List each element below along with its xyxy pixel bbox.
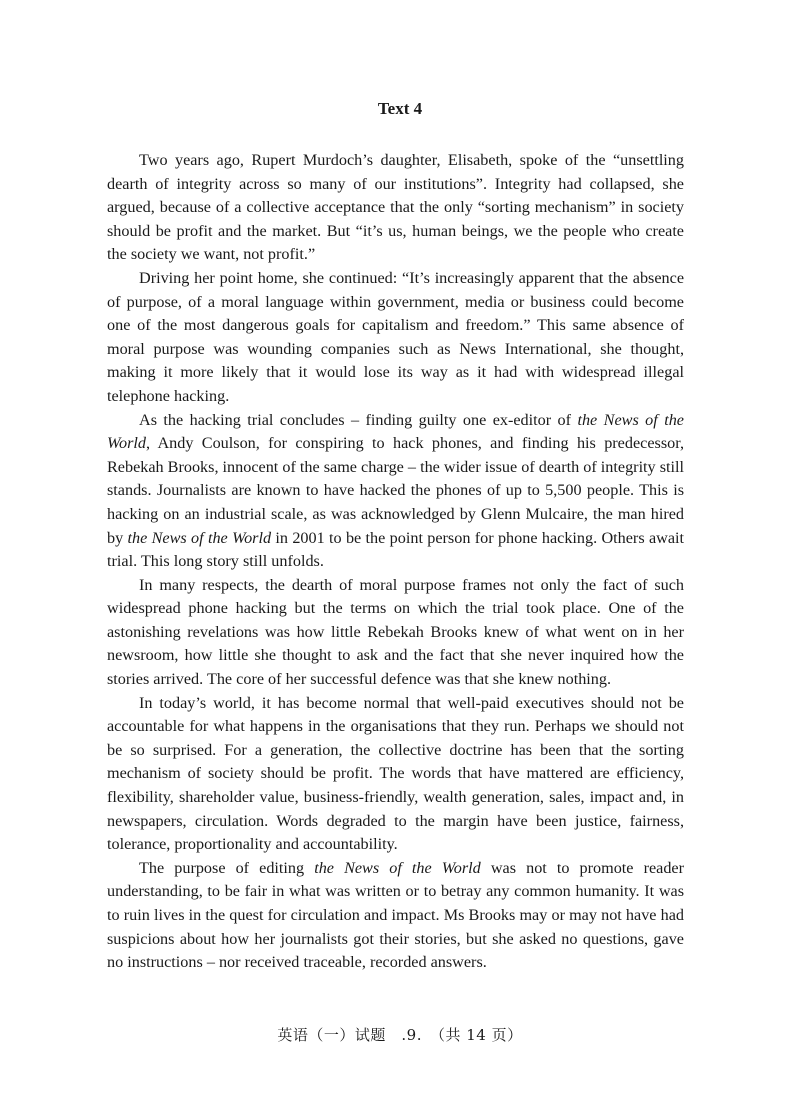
newspaper-title: the News of the World (314, 858, 481, 877)
page-title: Text 4 (377, 99, 423, 118)
paragraph-4: In many respects, the dearth of moral purpose frames not only the fact of such widespread phone hacking but the terms on which the trial took place. One of the astonishing revelations was how little Rebekah Brooks knew of what went on in her newsroom, how little she thought to ask and the fact that she never inquired how the stories arrived. The core of her successful defence was that she knew nothing. (107, 575, 684, 689)
paragraph-1: Two years ago, Rupert Murdoch’s daughter, Elisabeth, spoke of the “unsettling dearth of integrity across so many of our institutions”. Integrity had collapsed, she argued, because of a collective acceptance that the only “sorting mechanism” in society should be profit and the market. But “it’s us, human beings, we the people who create the society we want, not profit.” (107, 151, 684, 264)
newspaper-title: the News of the World (107, 410, 684, 453)
paragraph-5: In today’s world, it has become normal that well-paid executives should not be accountable for what happens in the organisations that they run. Perhaps we should not be so surprised. For a generation, the collective doctrine has been that the sorting mechanism of society should be profit. The words that have mattered are efficiency, flexibility, shareholder value, business-friendly, wealth generation, sales, impact and, in newspapers, circulation. Words degraded to the margin have been justice, fairness, tolerance, proportionality and accountability. (107, 693, 684, 854)
page-footer: 英语（一）试题 .9. （共 14 页） (277, 1026, 523, 1044)
paragraph-3: As the hacking trial concludes – finding guilty one ex-editor of the News of the World, Andy Coulson, for conspiring to hack phones, and finding his predecessor, Rebekah Brooks, innocent of the same charge – the wider issue of dearth of integrity still stands. Journalists are known to have hacked the phones of up to 5,500 people. This is hacking on an industrial scale, as was acknowledged by Glenn Mulcaire, the man hired by the News of the World in 2001 to be the point person for phone hacking. Others await trial. This long story still unfolds. (107, 410, 685, 571)
article-body (107, 149, 684, 975)
newspaper-title: the News of the World (127, 528, 272, 547)
paragraph-2: Driving her point home, she continued: “It’s increasingly apparent that the absence of purpose, of a moral language within government, media or business could become one of the most dangerous goals for capitalism and freedom.” This same absence of moral purpose was wounding companies such as News International, she thought, making it more likely that it would lose its way as it had with widespread illegal telephone hacking. (107, 268, 684, 405)
paragraph-6: The purpose of editing the News of the World was not to promote reader understanding, to be fair in what was written or to betray any common humanity. It was to ruin lives in the quest for circulation and impact. Ms Brooks may or may not have had suspicions about how her journalists got their stories, but she asked no questions, gave no instructions – nor received traceable, recorded answers. (107, 858, 685, 972)
